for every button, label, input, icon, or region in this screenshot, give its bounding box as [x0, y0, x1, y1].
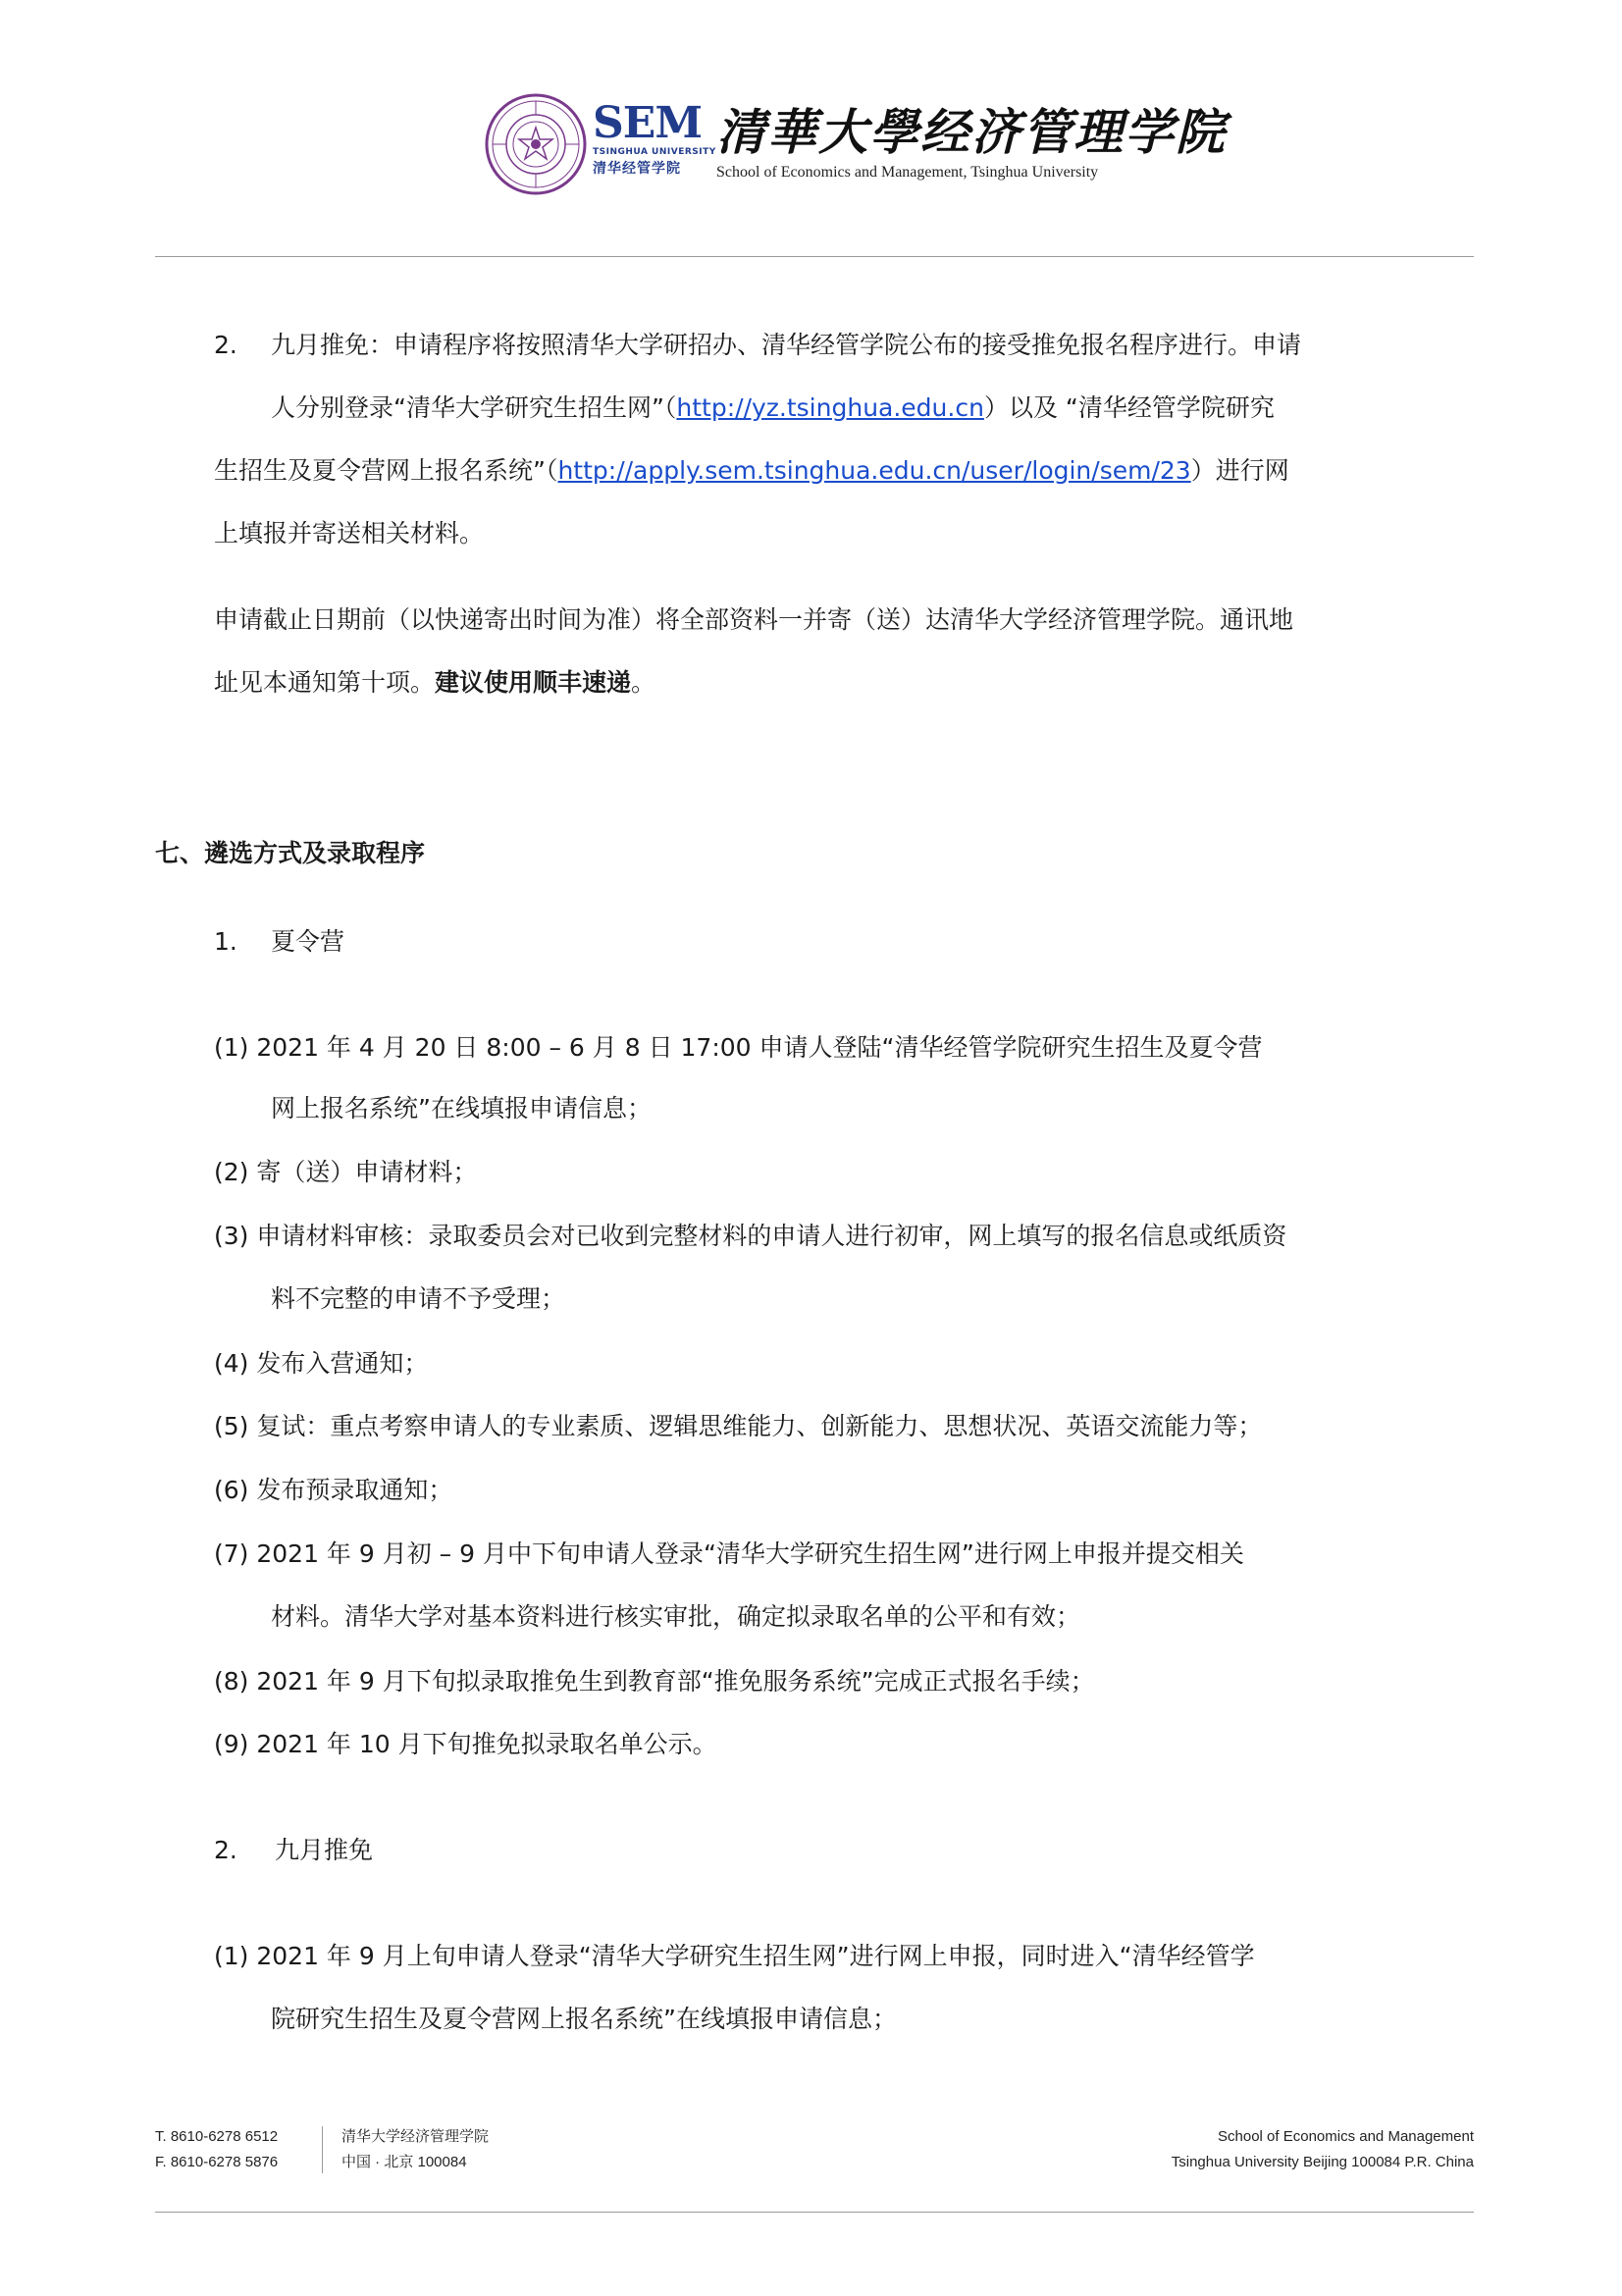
footer-contact: [155, 2124, 278, 2175]
list-item: 院研究生招生及夏令营网上报名系统”在线填报申请信息；: [271, 2005, 897, 2033]
text: 生招生及夏令营网上报名系统”（: [214, 456, 558, 485]
brand-cn: 清華大學经济管理学院: [716, 103, 1227, 161]
paragraph-line: [271, 391, 1275, 426]
footer-cn-address: [341, 2124, 489, 2175]
list-item: 网上报名系统”在线填报申请信息；: [271, 1094, 652, 1122]
list-item: (1) 2021 年 4 月 20 日 8:00 – 6 月 8 日 17:00 申请人登陆“清华经管学院研究生招生及夏令营: [214, 1033, 1263, 1062]
subsection-title: 夏令营: [271, 927, 345, 956]
text: ）进行网: [1190, 456, 1289, 485]
text: 。: [631, 668, 656, 697]
footer-divider: [322, 2126, 323, 2173]
footer-tel: T. 8610-6278 6512: [155, 2128, 279, 2145]
letterhead: [0, 93, 1622, 201]
subsection-title: 九月推免: [275, 1836, 374, 1864]
brand: [716, 105, 1227, 185]
list-item: 料不完整的申请不予受理；: [271, 1284, 566, 1313]
section-heading: 七、遴选方式及录取程序: [155, 839, 426, 867]
paragraph-line: 申请截止日期前（以快递寄出时间为准）将全部资料一并寄（送）达清华大学经济管理学院。通讯地: [214, 605, 1294, 634]
list-item: (4) 发布入营通知；: [214, 1349, 429, 1378]
paragraph-line: [214, 665, 655, 701]
list-number: 1.: [214, 927, 237, 956]
paragraph-line: 上填报并寄送相关材料。: [214, 519, 485, 548]
footer-cn-addr: 中国 · 北京 100084: [341, 2154, 467, 2170]
text: ）以及 “清华经管学院研究: [983, 393, 1275, 422]
list-item: (8) 2021 年 9 月下旬拟录取推免生到教育部“推免服务系统”完成正式报名手续；: [214, 1667, 1095, 1696]
footer-en-address: [1172, 2124, 1474, 2175]
list-item: (6) 发布预录取通知；: [214, 1476, 453, 1504]
footer-en-name: School of Economics and Management: [1218, 2128, 1474, 2145]
header-rule: [155, 256, 1474, 257]
footer-en-addr: Tsinghua University Beijing 100084 P.R. China: [1171, 2154, 1474, 2170]
list-number: 2.: [214, 1836, 237, 1864]
sem-logo: [593, 98, 716, 180]
list-item: (5) 复试：重点考察申请人的专业素质、逻辑思维能力、创新能力、思想状况、英语交流能力等；: [214, 1412, 1263, 1440]
list-number: 2.: [214, 331, 237, 359]
list-item: 材料。清华大学对基本资料进行核实审批，确定拟录取名单的公平和有效；: [271, 1602, 1081, 1631]
sem-logo-word: SEM: [593, 98, 703, 148]
paragraph-line: [214, 453, 1289, 489]
paragraph-line: 九月推免：申请程序将按照清华大学研招办、清华经管学院公布的接受推免报名程序进行。申请: [271, 331, 1302, 359]
bold-text: 建议使用顺丰速递: [435, 668, 632, 697]
list-item: (9) 2021 年 10 月下旬推免拟录取名单公示。: [214, 1730, 717, 1758]
brand-en: School of Economics and Management, Tsinghua University: [716, 164, 1099, 181]
text: 人分别登录“清华大学研究生招生网”（: [271, 393, 677, 422]
apply-link[interactable]: http://apply.sem.tsinghua.edu.cn/user/login/sem/23: [557, 456, 1191, 485]
footer-fax: F. 8610-6278 5876: [155, 2154, 279, 2170]
list-item: (1) 2021 年 9 月上旬申请人登录“清华大学研究生招生网”进行网上申报，同时进入“清华经管学: [214, 1942, 1255, 1970]
text: 址见本通知第十项。: [214, 668, 436, 697]
footer-cn-name: 清华大学经济管理学院: [341, 2128, 490, 2145]
yz-link[interactable]: http://yz.tsinghua.edu.cn: [676, 393, 984, 422]
university-seal-icon: [485, 93, 587, 195]
sem-logo-sub: TSINGHUA UNIVERSITY: [593, 147, 716, 157]
list-item: (7) 2021 年 9 月初 – 9 月中下旬申请人登录“清华大学研究生招生网”进行网上申报并提交相关: [214, 1539, 1244, 1568]
list-item: (2) 寄（送）申请材料；: [214, 1158, 478, 1186]
sem-logo-cn: 清华经管学院: [593, 161, 681, 177]
list-item: (3) 申请材料审核：录取委员会对已收到完整材料的申请人进行初审，网上填写的报名信息或纸质资: [214, 1222, 1287, 1250]
footer-rule: [155, 2212, 1474, 2213]
